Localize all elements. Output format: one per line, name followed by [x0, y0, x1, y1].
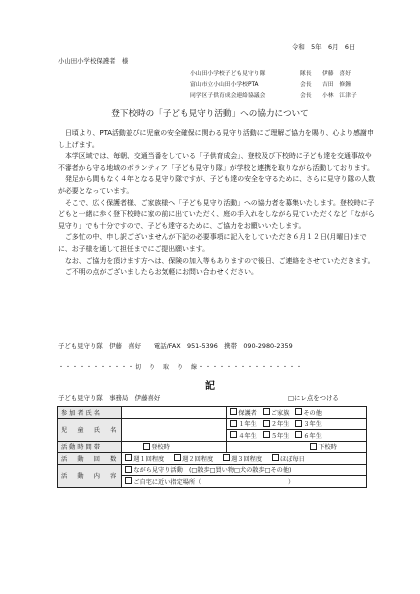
- paragraph: 日頃より、PTA活動並びに児童の安全確保に関わる見守り活動にご理解ご協力を賜り、心より感謝申し上げます。: [58, 129, 374, 149]
- checkbox[interactable]: [263, 431, 270, 438]
- form-note: □にレ点をつける: [288, 394, 339, 402]
- child-name-field[interactable]: [122, 418, 227, 441]
- paragraph: ご不明の点がございましたらお気軽にお問い合わせください。: [65, 268, 258, 277]
- checkbox[interactable]: [230, 420, 237, 427]
- sender-name: 小林 江津子: [322, 93, 357, 99]
- checkbox[interactable]: [125, 477, 132, 484]
- child-label: 児 童 氏 名: [58, 418, 122, 441]
- checkbox[interactable]: [263, 420, 270, 427]
- sender-role: 隊長: [300, 71, 312, 77]
- time-label: 活動時間帯: [58, 441, 122, 453]
- content-option-walking: ながら見守り活動 (□散歩□買い物□犬の散歩□その他): [122, 464, 367, 476]
- paragraph: なお、ご協力を頂けます方へは、保険の加入等もありますので後日、ご連絡をさせていただきます。: [65, 256, 375, 265]
- count-label: 活 動 回 数: [58, 453, 122, 465]
- date: 令和 5年 6月 6日: [292, 43, 356, 51]
- grade-options: ４年生 ５年生 ６年生: [227, 430, 367, 442]
- checkbox[interactable]: [125, 466, 132, 473]
- time-option-afternoon: 下校時: [227, 441, 367, 453]
- time-option-morning: 登校時: [122, 441, 227, 453]
- checkbox[interactable]: [295, 431, 302, 438]
- checkbox[interactable]: [125, 454, 132, 461]
- checkbox[interactable]: [230, 431, 237, 438]
- sender-role: 会長: [300, 93, 312, 99]
- paragraph: ご多忙の中、申し訳ございませんが下記の必要事項に記入をしていただき６月１２日(月曜日)までに、お子様を通して担任までにご提出願います。: [58, 233, 367, 253]
- form-row-count: [58, 453, 367, 465]
- sender-role: 会長: [300, 82, 312, 88]
- document-title: 登下校時の「子ども見守り活動」への協力について: [111, 109, 309, 119]
- checkbox[interactable]: [263, 408, 270, 415]
- sender-name: 吉田 修鐘: [322, 82, 351, 88]
- form-row-child: [58, 418, 367, 430]
- sender-org: 小山田小学校子ども見守り隊: [190, 71, 266, 77]
- checkbox[interactable]: [310, 443, 317, 450]
- sender-name: 伊藤 喜好: [322, 71, 351, 77]
- content-label: 活 動 内 容: [58, 464, 122, 487]
- checkbox[interactable]: [295, 408, 302, 415]
- checkbox[interactable]: [230, 408, 237, 415]
- contact-line: 子ども見守り隊 伊藤 喜好 電話/FAX 951-5396 携帯 090-2980-2359: [58, 342, 293, 350]
- paragraph: そこで、広く保護者様、ご家族様へ「子ども見守り活動」への協力者を募集いたします。登校時に子どもと一緒に歩く登下校時に家の前に出ていただく、庭の手入れをしながら見ていただくなど「ながら見守り」でも十分ですので、子ども達守るために、ご協力をお願いいたします。: [58, 198, 375, 230]
- body-text: [58, 128, 376, 279]
- ki-heading: 記: [205, 381, 215, 392]
- sender-org: 同学区子供育成会連絡協議会: [190, 93, 266, 99]
- form-row-participant: [58, 407, 367, 419]
- count-options: 週１回程度 週２回程度 週３回程度 ほぼ毎日: [122, 453, 367, 465]
- cut-line: ・・・・・・・・・・・切 り 取 り 線・・・・・・・・・・・・・・・: [58, 364, 304, 371]
- sender-org: 富山市立小山田小学校PTA: [190, 82, 259, 88]
- form-office: 子ども見守り隊 事務局 伊藤喜好: [58, 394, 161, 402]
- addressee: 小山田小学校保護者 様: [58, 57, 129, 65]
- grade-options: １年生 ２年生 ３年生: [227, 418, 367, 430]
- paragraph: 発足から間もなく４年となる見守り隊ですが、子ども達の安全を守るために、さらに見守り隊の人数が必要となっています。: [58, 175, 376, 195]
- participant-label: 参加者氏名: [58, 407, 122, 419]
- checkbox[interactable]: [143, 443, 150, 450]
- paragraph: 本学区域では、毎朝、交通当番をしている「子供育成会」、登校及び下校時に子ども達を交通事故や不審者から守る地域のボランティア「子ども見守り隊」が学校と連携を取りながら活動しております。: [58, 152, 374, 172]
- checkbox[interactable]: [295, 420, 302, 427]
- form-row-content: [58, 464, 367, 476]
- participant-name-field[interactable]: [122, 407, 227, 419]
- content-option-location: ご自宅に近い指定場所（ ）: [122, 476, 367, 488]
- checkbox[interactable]: [272, 454, 279, 461]
- checkbox[interactable]: [223, 454, 230, 461]
- participant-options: 保護者 ご家族 その他: [227, 407, 367, 419]
- form-row-time: [58, 441, 367, 453]
- application-form: [57, 406, 367, 488]
- checkbox[interactable]: [174, 454, 181, 461]
